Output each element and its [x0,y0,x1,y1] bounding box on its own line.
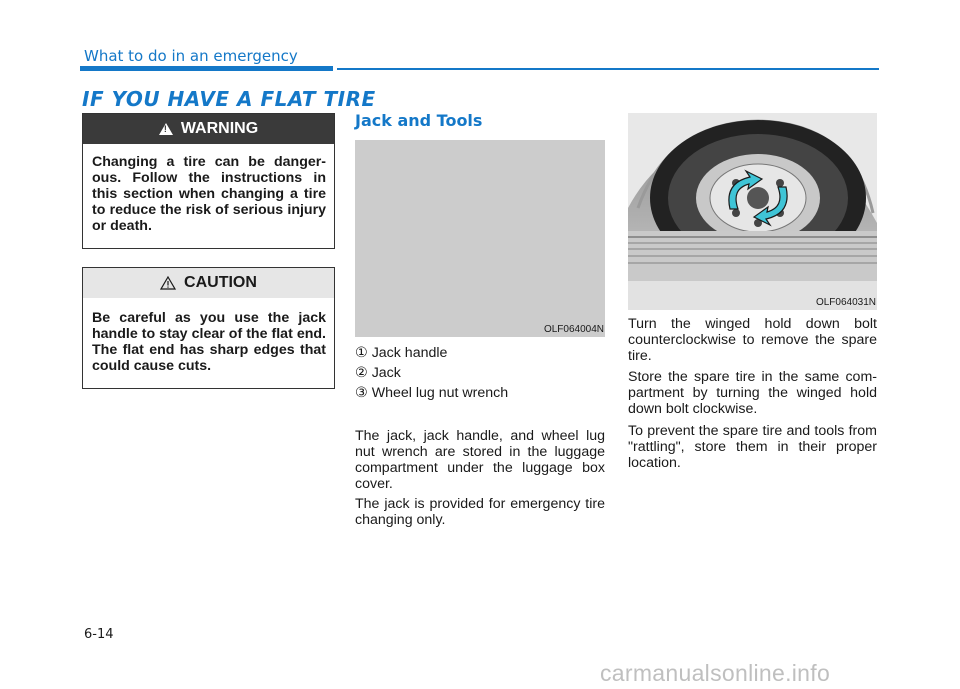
header-rule-thin [337,68,879,70]
caution-header [83,268,334,298]
list-item [355,345,605,365]
jack-tools-figure [355,140,605,337]
item-label: Jack handle [371,345,448,361]
paragraph: The jack is provided for emergency tire changing only. [355,496,605,528]
paragraph: The jack, jack handle, and wheel lug nut wrench are stored in the luggage compartment under the luggage box cover. [355,428,605,492]
caution-label: CAUTION [184,274,257,291]
caution-text: Be careful as you use the jack handle to stay clear of the flat end. The flat end has sharp edges that could cause cuts. [92,310,326,374]
paragraph: Turn the winged hold down bolt counterclockwise to remove the spare tire. [628,316,877,364]
spare-tire-illustration [628,113,877,310]
section-label: What to do in an emergency [84,47,298,65]
warning-text: Changing a tire can be danger-ous. Follow the instructions in this section when changing a tire to reduce the risk of serious injury or death. [92,154,326,234]
item-label: Wheel lug nut wrench [371,385,509,401]
warning-box [82,113,335,249]
figure-code: OLF064031N [815,297,876,308]
caution-triangle-icon [160,276,176,290]
caution-box [82,267,335,389]
item-number: ③ [355,385,368,401]
page-title: IF YOU HAVE A FLAT TIRE [82,87,376,111]
item-number: ② [355,365,368,381]
jack-tools-heading: Jack and Tools [355,111,483,130]
warning-triangle-icon [159,123,173,135]
spare-tire-figure [628,113,877,310]
header-rule-thick [80,66,333,71]
item-label: Jack [371,365,401,381]
page-number: 6-14 [84,627,114,642]
watermark: carmanualsonline.info [600,660,831,686]
list-item [355,365,605,385]
figure-code: OLF064004N [543,324,604,335]
item-number: ① [355,345,368,361]
paragraph: Store the spare tire in the same com-partment by turning the winged hold down bolt clockwise. [628,369,877,417]
warning-header [83,114,334,144]
list-item [355,385,605,405]
paragraph: To prevent the spare tire and tools from "rattling", store them in their proper location. [628,423,877,471]
warning-label: WARNING [180,120,259,137]
tools-list [355,345,605,405]
